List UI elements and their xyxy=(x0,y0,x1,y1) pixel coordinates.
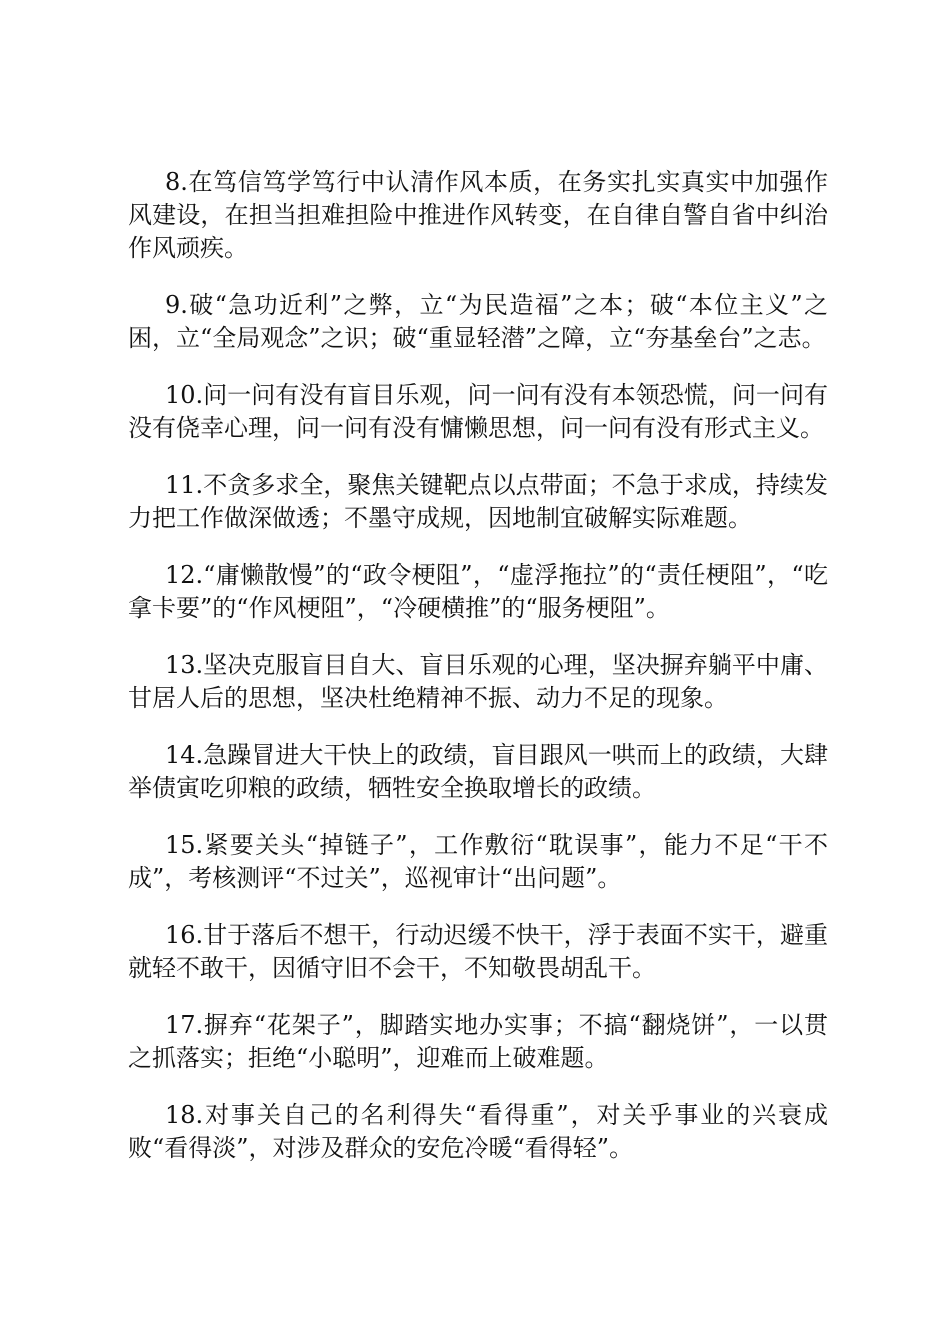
list-item: 9.破“急功近利”之弊，立“为民造福”之本；破“本位主义”之困，立“全局观念”之识；破“重显轻潜”之障，立“夯基垒台”之志。 xyxy=(128,291,828,352)
list-item: 17.摒弃“花架子”，脚踏实地办实事；不搞“翻烧饼”，一以贯之抓落实；拒绝“小聪明”，迎难而上破难题。 xyxy=(128,1011,828,1072)
list-item: 18.对事关自己的名利得失“看得重”，对关乎事业的兴衰成败“看得淡”，对涉及群众的安危冷暖“看得轻”。 xyxy=(128,1101,828,1162)
list-item: 13.坚决克服盲目自大、盲目乐观的心理，坚决摒弃躺平中庸、甘居人后的思想，坚决杜绝精神不振、动力不足的现象。 xyxy=(128,651,828,712)
list-item: 8.在笃信笃学笃行中认清作风本质，在务实扎实真实中加强作风建设，在担当担难担险中推进作风转变，在自律自警自省中纠治作风顽疾。 xyxy=(128,168,828,262)
list-item: 16.甘于落后不想干，行动迟缓不快干，浮于表面不实干，避重就轻不敢干，因循守旧不会干，不知敬畏胡乱干。 xyxy=(128,921,828,982)
list-item: 12.“庸懒散慢”的“政令梗阻”，“虚浮拖拉”的“责任梗阻”，“吃拿卡要”的“作风梗阻”，“冷硬横推”的“服务梗阻”。 xyxy=(128,561,828,622)
document-body xyxy=(128,166,828,1189)
list-item: 15.紧要关头“掉链子”，工作敷衍“耽误事”，能力不足“干不成”，考核测评“不过关”，巡视审计“出问题”。 xyxy=(128,831,828,892)
list-item: 11.不贪多求全，聚焦关键靶点以点带面；不急于求成，持续发力把工作做深做透；不墨守成规，因地制宜破解实际难题。 xyxy=(128,471,828,532)
list-item: 10.问一问有没有盲目乐观，问一问有没有本领恐慌，问一问有没有侥幸心理，问一问有没有慵懒思想，问一问有没有形式主义。 xyxy=(128,381,828,442)
list-item: 14.急躁冒进大干快上的政绩，盲目跟风一哄而上的政绩，大肆举债寅吃卯粮的政绩，牺牲安全换取增长的政绩。 xyxy=(128,741,828,802)
